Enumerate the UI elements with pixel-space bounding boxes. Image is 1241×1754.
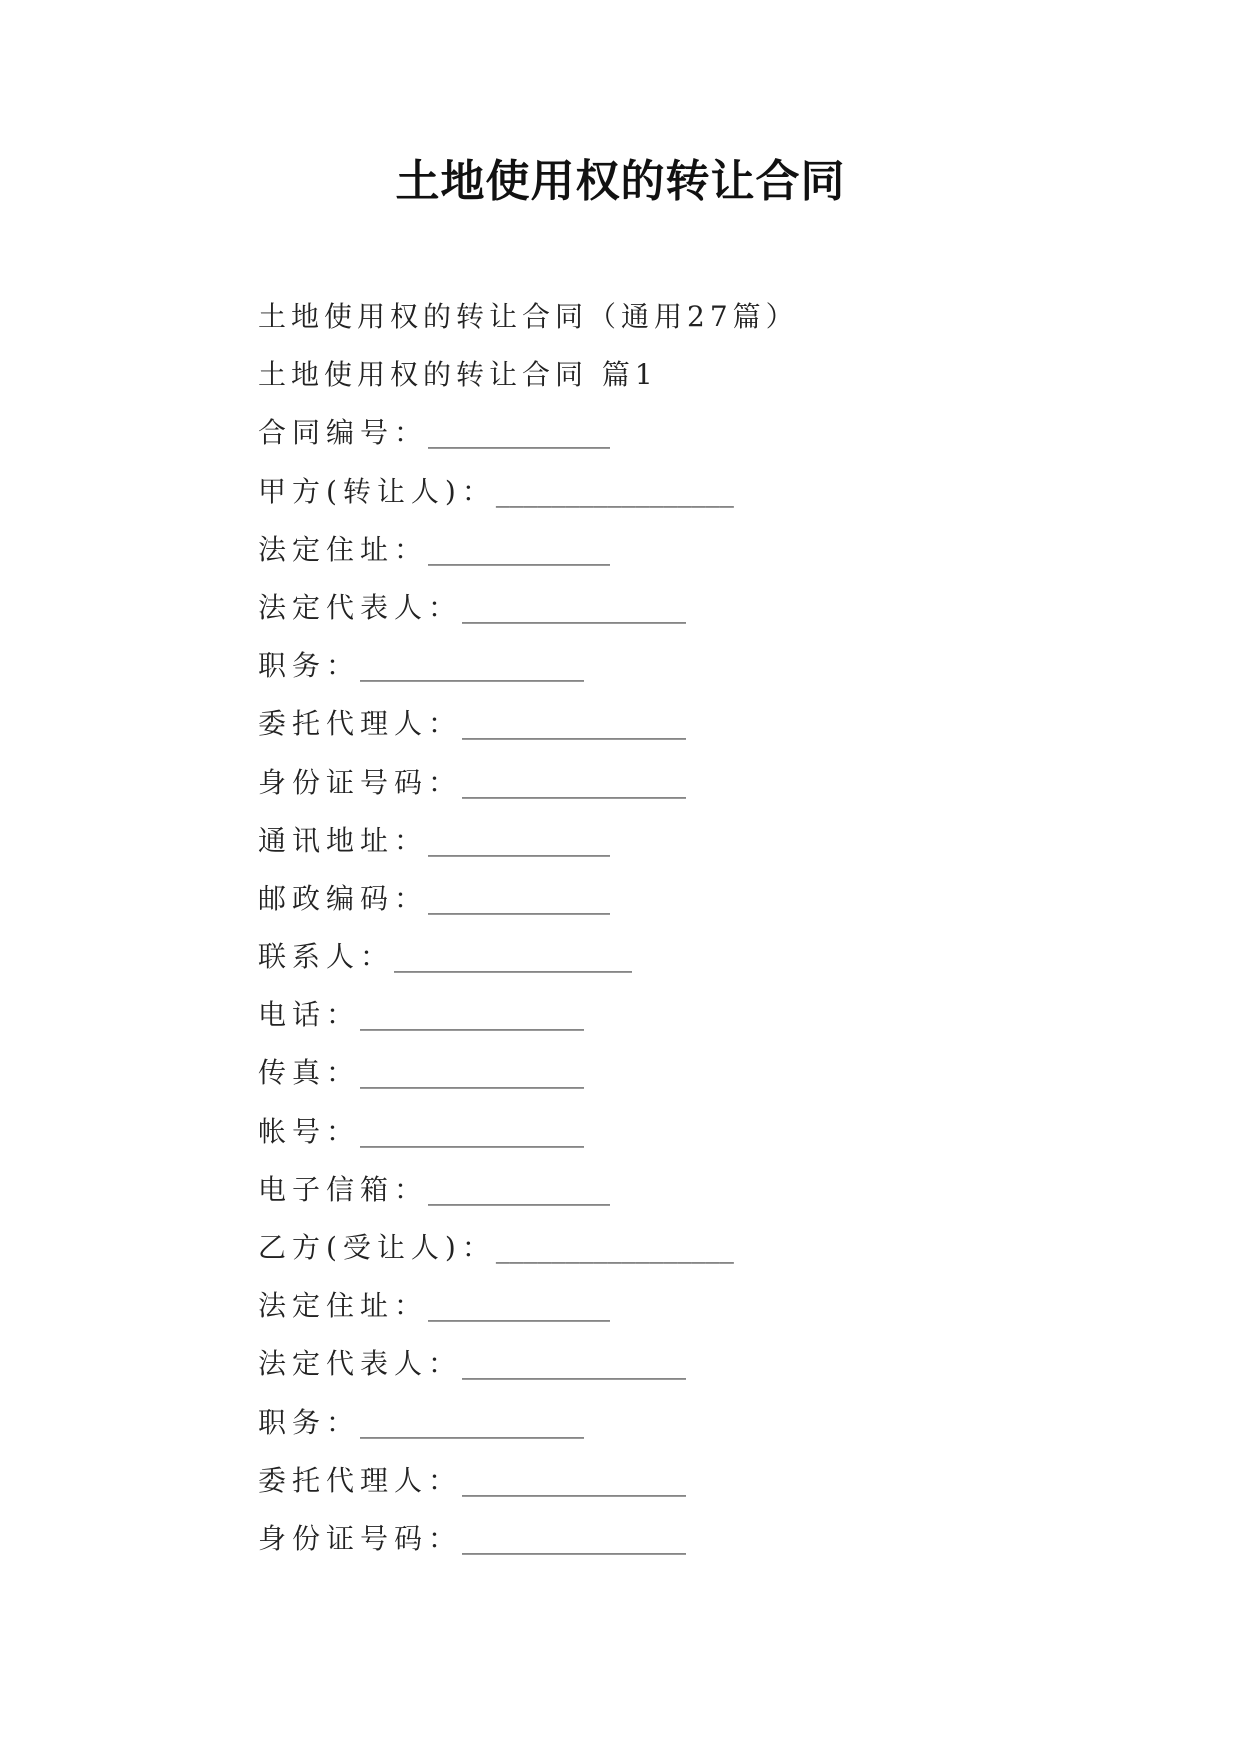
field-blank: ________________	[360, 1405, 585, 1439]
field-label: 传真：	[258, 1056, 361, 1090]
field-label: 委托代理人：	[258, 707, 463, 741]
field-label: 委托代理人：	[258, 1463, 463, 1497]
field-blank: ________________	[462, 1521, 687, 1555]
field-label: 邮政编码：	[258, 881, 429, 915]
document-title: 土地使用权的转让合同	[395, 156, 846, 207]
field-blank: ________________	[360, 1056, 585, 1090]
field-blank: _____________	[428, 1172, 611, 1206]
field-party-a-account	[258, 1103, 1118, 1161]
field-blank: _____________	[428, 1289, 611, 1323]
field-label: 电子信箱：	[258, 1172, 429, 1206]
field-party-b-agent	[258, 1452, 1118, 1510]
field-label: 合同编号：	[258, 416, 429, 450]
document-body	[258, 288, 1118, 1568]
field-party-b-legal-rep	[258, 1335, 1118, 1393]
field-label: 法定住址：	[258, 1289, 429, 1323]
field-label: 电话：	[258, 998, 361, 1032]
field-blank: _________________	[394, 940, 633, 974]
field-blank: _________________	[495, 474, 734, 508]
field-party-a-email	[258, 1161, 1118, 1219]
field-party-a-postcode	[258, 870, 1118, 928]
field-party-a-contact	[258, 928, 1118, 986]
field-party-a-position	[258, 637, 1118, 695]
field-party-b	[258, 1219, 1118, 1277]
field-label: 甲方(转让人)：	[258, 474, 496, 508]
field-label: 身份证号码：	[258, 765, 463, 799]
field-blank: _____________	[428, 532, 611, 566]
field-blank: ________________	[462, 707, 687, 741]
field-party-a-legal-rep	[258, 579, 1118, 637]
section-heading: 土地使用权的转让合同 篇1	[258, 358, 658, 392]
field-blank: ________________	[462, 590, 687, 624]
field-party-a-fax	[258, 1044, 1118, 1102]
document-subtitle: 土地使用权的转让合同（通用27篇）	[258, 300, 799, 333]
field-party-b-address	[258, 1277, 1118, 1335]
field-party-b-id-number	[258, 1510, 1118, 1568]
field-party-a	[258, 463, 1118, 521]
field-label: 帐号：	[258, 1114, 361, 1148]
field-blank: ________________	[462, 765, 687, 799]
field-party-a-mail-address	[258, 812, 1118, 870]
field-blank: ________________	[462, 1347, 687, 1381]
field-label: 身份证号码：	[258, 1521, 463, 1555]
field-label: 法定代表人：	[258, 1347, 463, 1381]
field-label: 法定住址：	[258, 532, 429, 566]
field-party-a-phone	[258, 986, 1118, 1044]
field-blank: ________________	[360, 1114, 585, 1148]
field-blank: ________________	[462, 1463, 687, 1497]
field-blank: _________________	[495, 1231, 734, 1264]
field-label: 职务：	[258, 649, 361, 683]
field-blank: ________________	[360, 649, 585, 683]
field-blank: _____________	[428, 881, 611, 915]
field-party-a-agent	[258, 695, 1118, 753]
field-label: 乙方(受让人)：	[258, 1231, 496, 1264]
field-label: 通讯地址：	[258, 823, 429, 857]
field-blank: _____________	[428, 823, 611, 857]
field-label: 联系人：	[258, 940, 395, 974]
field-contract-number	[258, 404, 1118, 462]
field-label: 职务：	[258, 1405, 361, 1439]
field-party-a-address	[258, 521, 1118, 579]
field-blank: ________________	[360, 998, 585, 1032]
field-party-a-id-number	[258, 754, 1118, 812]
field-label: 法定代表人：	[258, 590, 463, 624]
field-party-b-position	[258, 1394, 1118, 1452]
field-blank: _____________	[428, 416, 611, 450]
